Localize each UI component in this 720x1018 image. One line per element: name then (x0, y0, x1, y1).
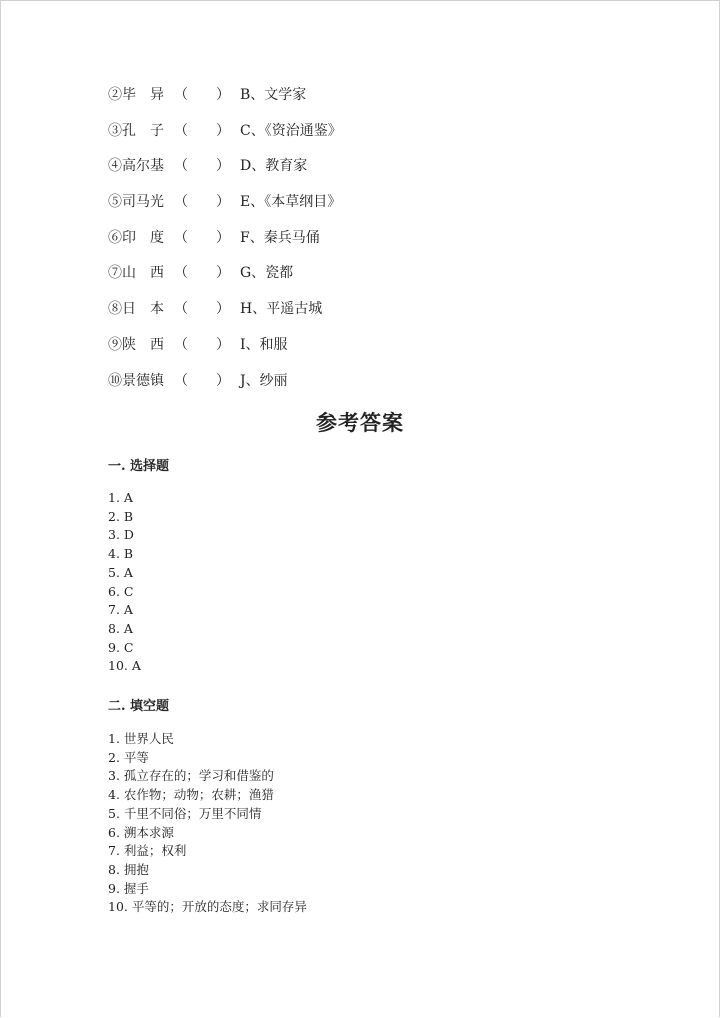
matching-right: E、《本草纲目》 (240, 194, 342, 211)
answer-item: 1. 世界人民 (108, 731, 174, 746)
matching-left: ⑥印 度 (108, 229, 164, 246)
matching-right: H、平遥古城 (240, 301, 323, 318)
answer-item: 6. 溯本求源 (108, 824, 174, 840)
answer-item: 5. A (108, 564, 133, 580)
answer-item: 5. 千里不同俗；万里不同情 (108, 805, 262, 821)
matching-blank: （ ） (174, 194, 230, 211)
section-heading-fill: 二. 填空题 (108, 699, 170, 714)
matching-left: ②毕 异 (108, 87, 164, 103)
matching-left: ⑨陕 西 (108, 336, 164, 353)
matching-left: ⑩景德镇 (108, 372, 164, 389)
matching-left: ⑦山 西 (108, 265, 164, 282)
matching-blank: （ ） (174, 158, 230, 175)
answer-item: 9. C (108, 639, 134, 655)
answer-item: 9. 握手 (108, 880, 149, 896)
matching-blank: （ ） (174, 301, 230, 318)
matching-blank: （ ） (174, 336, 230, 353)
answer-item: 1. A (108, 490, 133, 505)
answer-item: 3. 孤立存在的；学习和借鉴的 (108, 768, 274, 784)
matching-blank: （ ） (174, 265, 230, 282)
section-heading-choice: 一. 选择题 (108, 459, 170, 474)
matching-blank: （ ） (174, 229, 230, 246)
answer-item: 10. A (108, 658, 141, 674)
answer-item: 2. B (108, 508, 134, 524)
matching-right: F、秦兵马俑 (240, 229, 320, 246)
answer-item: 8. 拥抱 (108, 861, 149, 877)
matching-right: B、文学家 (240, 87, 307, 103)
matching-blank: （ ） (174, 122, 230, 139)
matching-blank: （ ） (174, 372, 230, 389)
answer-item: 3. D (108, 527, 134, 543)
matching-right: C、《资治通鉴》 (240, 122, 342, 139)
answer-item: 8. A (108, 620, 133, 636)
choice-answer-list (108, 489, 141, 676)
answer-item: 2. 平等 (108, 749, 149, 765)
matching-left: ⑧日 本 (108, 301, 164, 318)
matching-left: ④高尔基 (108, 158, 164, 175)
answer-title: 参考答案 (316, 410, 404, 435)
answer-item: 6. C (108, 583, 134, 599)
matching-right: D、教育家 (240, 158, 308, 175)
answer-item: 10. 平等的；开放的态度；求同存异 (108, 899, 307, 915)
answer-item: 4. 农作物；动物；农耕；渔猎 (108, 787, 274, 803)
answer-item: 4. B (108, 546, 134, 562)
matching-right: J、纱丽 (240, 372, 288, 389)
matching-right: G、瓷都 (240, 265, 294, 282)
answer-item: 7. 利益；权利 (108, 843, 187, 859)
fill-answer-list (108, 730, 307, 917)
answer-item: 7. A (108, 602, 133, 618)
matching-left: ③孔 子 (108, 122, 164, 139)
matching-blank: （ ） (174, 87, 230, 103)
matching-left: ⑤司马光 (108, 194, 164, 211)
matching-right: I、和服 (240, 336, 288, 353)
